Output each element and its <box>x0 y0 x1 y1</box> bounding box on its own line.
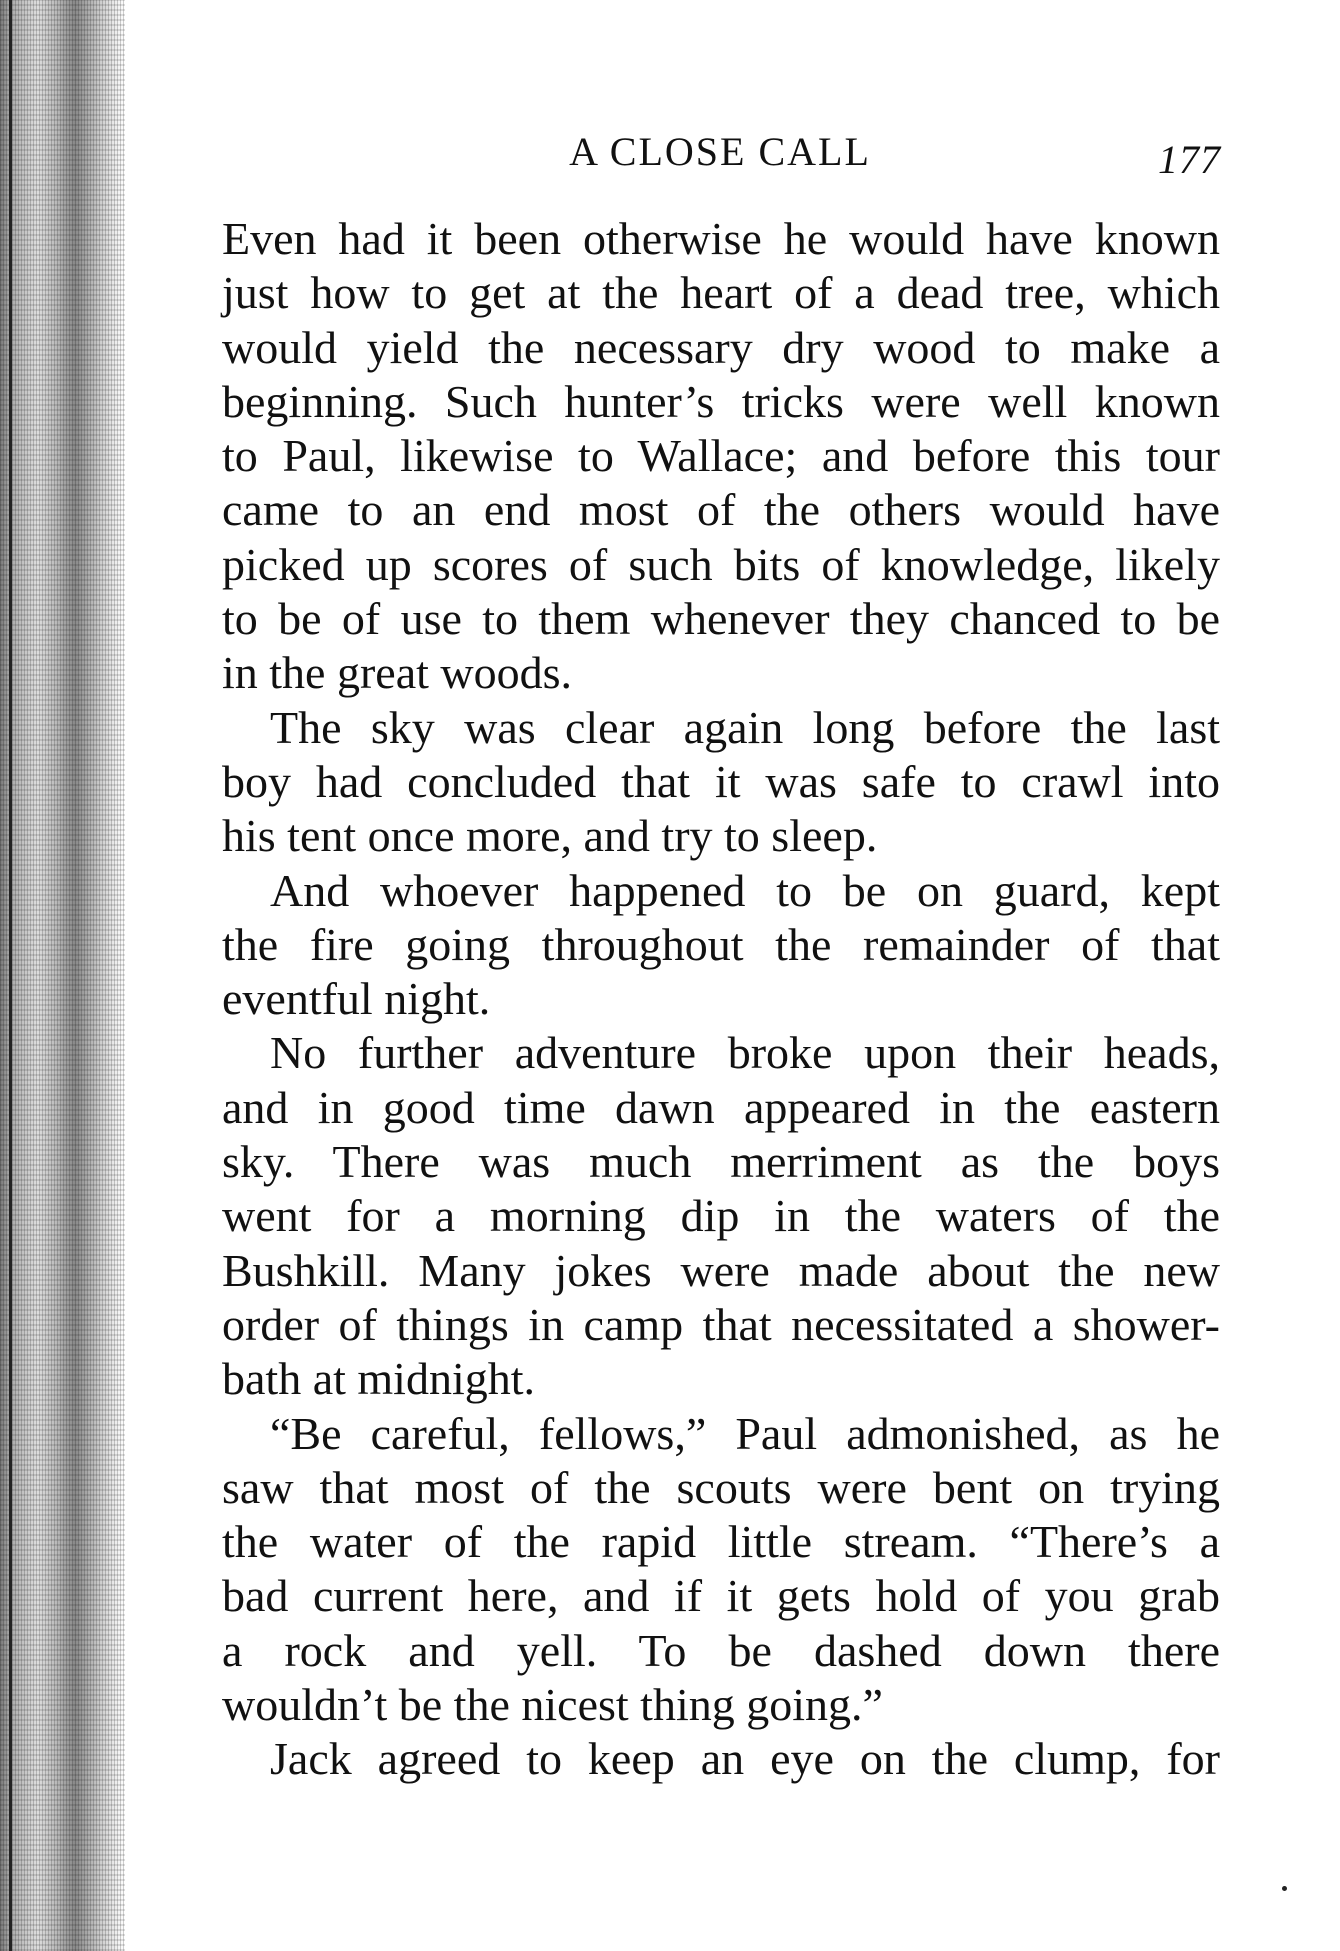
text-line: And whoever happened to be on guard, kept <box>270 864 1220 916</box>
text-line: No further adventure broke upon their heads, <box>270 1027 1220 1079</box>
text-line: picked up scores of such bits of knowledge, likely <box>222 538 1220 590</box>
text-line: a rock and yell. To be dashed down there <box>222 1624 1220 1676</box>
text-line: to be of use to them whenever they chanced to be <box>222 593 1220 645</box>
page-number: 177 <box>1158 137 1221 182</box>
text-line: the fire going throughout the remainder of that <box>222 918 1220 970</box>
text-line: boy had concluded that it was safe to crawl into <box>222 755 1220 807</box>
text-line: bath at midnight. <box>222 1353 536 1405</box>
text-line: sky. There was much merriment as the boys <box>222 1136 1220 1188</box>
text-line: eventful night. <box>222 973 491 1025</box>
text-line: to Paul, likewise to Wallace; and before this tour <box>222 430 1220 482</box>
running-head: A CLOSE CALL <box>569 129 871 174</box>
text-line: went for a morning dip in the waters of the <box>222 1190 1220 1242</box>
text-line: wouldn’t be the nicest thing going.” <box>222 1679 883 1731</box>
text-line: “Be careful, fellows,” Paul admonished, as he <box>270 1407 1220 1459</box>
text-line: Even had it been otherwise he would have known <box>222 213 1220 264</box>
text-line: just how to get at the heart of a dead tree, which <box>222 267 1220 319</box>
text-line: the water of the rapid little stream. “There’s a <box>222 1516 1220 1568</box>
text-line: and in good time dawn appeared in the eastern <box>222 1081 1220 1133</box>
text-line: would yield the necessary dry wood to make a <box>222 321 1220 373</box>
scan-speck <box>1282 1886 1287 1891</box>
text-line: beginning. Such hunter’s tricks were well known <box>222 375 1220 427</box>
text-line: Jack agreed to keep an eye on the clump, for <box>270 1733 1220 1785</box>
text-line: bad current here, and if it gets hold of you grab <box>222 1570 1220 1622</box>
text-line: in the great woods. <box>222 647 573 699</box>
text-line: came to an end most of the others would have <box>222 484 1220 536</box>
text-line: saw that most of the scouts were bent on trying <box>222 1461 1220 1513</box>
text-line: The sky was clear again long before the last <box>270 701 1220 753</box>
body-text <box>222 212 1220 1787</box>
binding-line <box>9 0 12 1951</box>
text-line: order of things in camp that necessitated a shower- <box>222 1298 1220 1350</box>
scanned-binding-edge <box>0 0 125 1951</box>
text-line: his tent once more, and try to sleep. <box>222 810 878 862</box>
text-line: Bushkill. Many jokes were made about the new <box>222 1244 1220 1296</box>
